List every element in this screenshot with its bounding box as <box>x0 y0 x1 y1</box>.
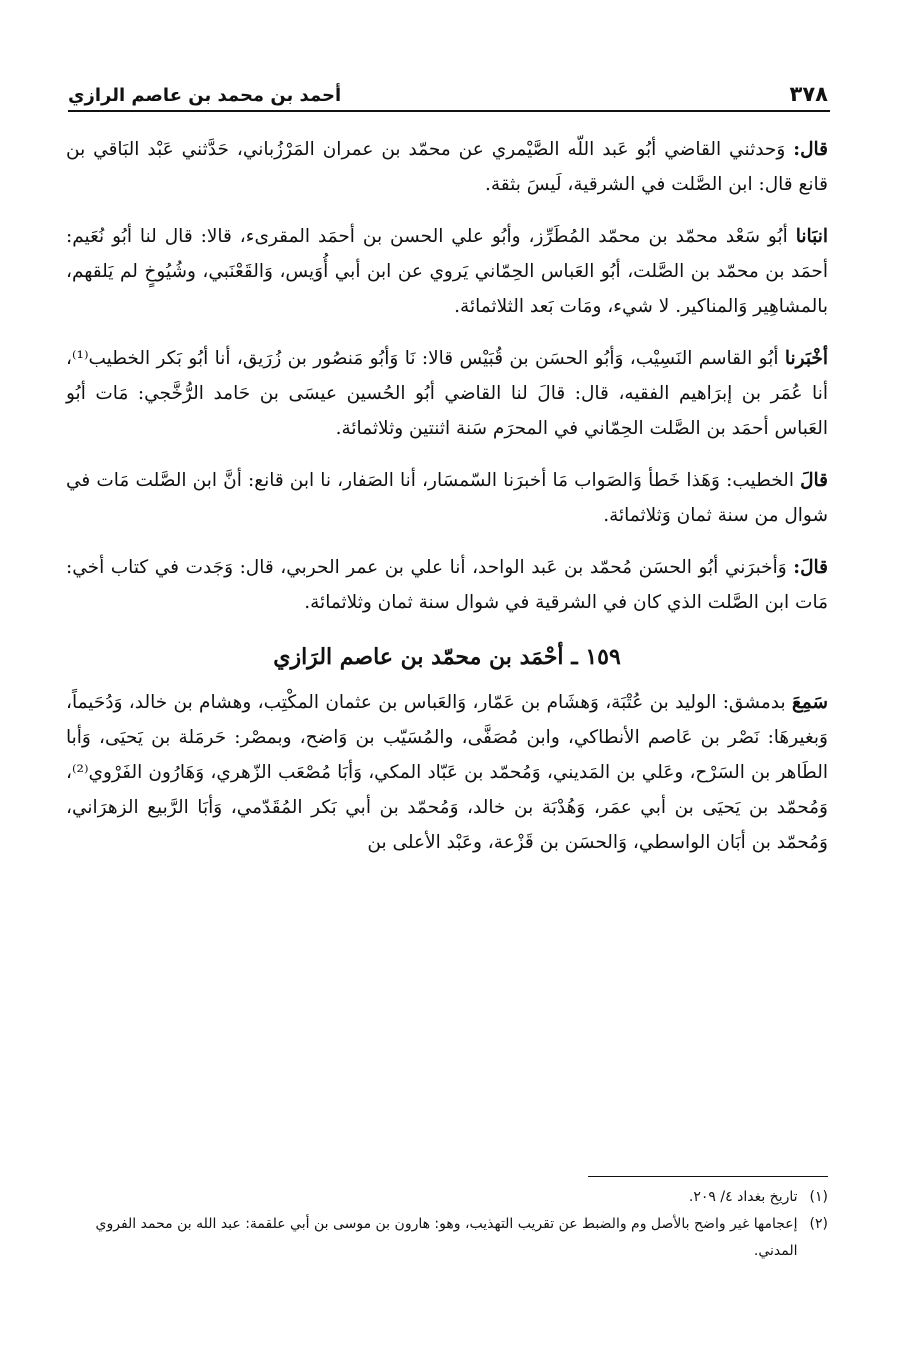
footnotes <box>66 1184 828 1265</box>
section-text: بدمشق: الوليد بن عُتْبَة، وَهشَام بن عَمّار، وَالعَباس بن عثمان المكْتِب، وهشام بن خالد، وَدُحَيماً، وَبغيرهَا: نَصْر بن عَاصم الأنطاكي، وابن مُصَفَّى، والمُسَيّب بن وَاضح، وبمصْر: حَرمَلة بن يَحيَى، وَأبا الطَاهر بن السَرْح، وعَلي بن المَديني، وَمُحمّد بن عَبّاد المكي، وَأبَا مُصْعَب الزّهري، وَهَارُون الفَرْوي⁽²⁾، وَمُحمّد بن يَحيَى بن أبي عمَر، وَهُدْبَة بن خالد، وَمُحمّد بن أبي بَكر المُقَدّمي، وَأبَا الرَّبيع الزهرَاني، وَمُحمّد بن أبَان الواسطي، وَالحسَن بن قَزْعة، وعَبْد الأعلى بن <box>66 692 828 853</box>
paragraph <box>66 341 828 446</box>
paragraph-lead: قال: <box>793 139 828 160</box>
footnote-number: (٢) <box>809 1216 828 1232</box>
main-text <box>66 132 828 877</box>
footnote-rule <box>588 1176 828 1177</box>
paragraph-lead: أخْبَرنا <box>784 348 828 369</box>
paragraph-text: الخطيب: وَهَذا خَطأ وَالصَواب مَا أخبرَنا السّمسَار، أنا الصَفار، نا ابن قانع: أنَّ ابن الصَّلت مَات في شوال من سنة ثمان وَثلاثمائة. <box>66 470 828 526</box>
paragraph-text: وَأخبرَني أبُو الحسَن مُحمّد بن عَبد الواحد، أنا علي بن عمر الحربي، قال: وَجَدت في كتاب أخي: مَات ابن الصَّلت الذي كان في الشرقية في شوال سنة ثمان وثلاثمائة. <box>66 557 828 613</box>
running-title: أحمد بن محمد بن عاصم الرازي <box>68 85 342 106</box>
paragraph-lead: قالَ <box>800 470 828 491</box>
footnote-text: إعجامها غير واضح بالأصل وم والضبط عن تقريب التهذيب، وهو: هارون بن موسى بن أبي علقمة: عبد الله بن محمد الفروي المدني. <box>95 1216 798 1259</box>
page-number: ٣٧٨ <box>789 82 828 106</box>
section-paragraph <box>66 685 828 860</box>
footnote-number: (١) <box>809 1189 828 1205</box>
footnote <box>66 1184 828 1211</box>
paragraph-lead: قالَ: <box>793 557 828 578</box>
header-rule <box>68 110 830 112</box>
paragraph <box>66 132 828 202</box>
paragraph <box>66 550 828 620</box>
paragraph <box>66 463 828 533</box>
paragraph-text: وَحدثني القاضي أبُو عَبد اللّه الصَّيْمري عن محمّد بن عمران المَرْزُباني، حَدَّثني عَبْد البَاقي بن قانع قال: ابن الصَّلت في الشرقية، لَيسَ بثقة. <box>66 139 828 195</box>
paragraph-lead: انبَانا <box>795 226 828 247</box>
paragraph-text: أبُو سَعْد محمّد بن محمّد المُطَرِّز، وأبُو علي الحسن بن أحمَد المقرىء، قالا: قال لنا أبُو نُعَيم: أحمَد بن محمّد بن الصَّلت، أبُو العَباس الحِمّاني يَروي عن ابن أبي أُوَيس، وَالقَعْنَبي، وشُيُوخٍ لم يَلقهم، بالمشاهِير وَالمناكير. لا شيء، ومَات بَعد الثلاثمائة. <box>66 226 828 317</box>
page-header <box>68 64 828 106</box>
paragraph-text: أبُو القاسم النَسِيْب، وَأبُو الحسَن بن قُبَيْس قالا: نَا وَأبُو مَنصُور بن زُرَيق، أنا أبُو بَكر الخطيب⁽¹⁾، أنا عُمَر بن إبرَاهيم الفقيه، قال: قالَ لنا القاضي أبُو الحُسين عيسَى بن حَامد الرُّخَّجي: مَات أبُو العَباس أحمَد بن الصَّلت الحِمّاني في المحرَم سَنة اثنتين وثلاثمائة. <box>66 348 828 439</box>
paragraph <box>66 219 828 324</box>
footnote <box>66 1211 828 1265</box>
footnote-text: تاريخ بغداد ٤/ ٢٠٩. <box>688 1189 798 1205</box>
section-lead: سَمِعَ <box>791 692 828 713</box>
section-title: ١٥٩ ـ أحْمَد بن محمّد بن عاصم الرَازي <box>273 644 621 670</box>
